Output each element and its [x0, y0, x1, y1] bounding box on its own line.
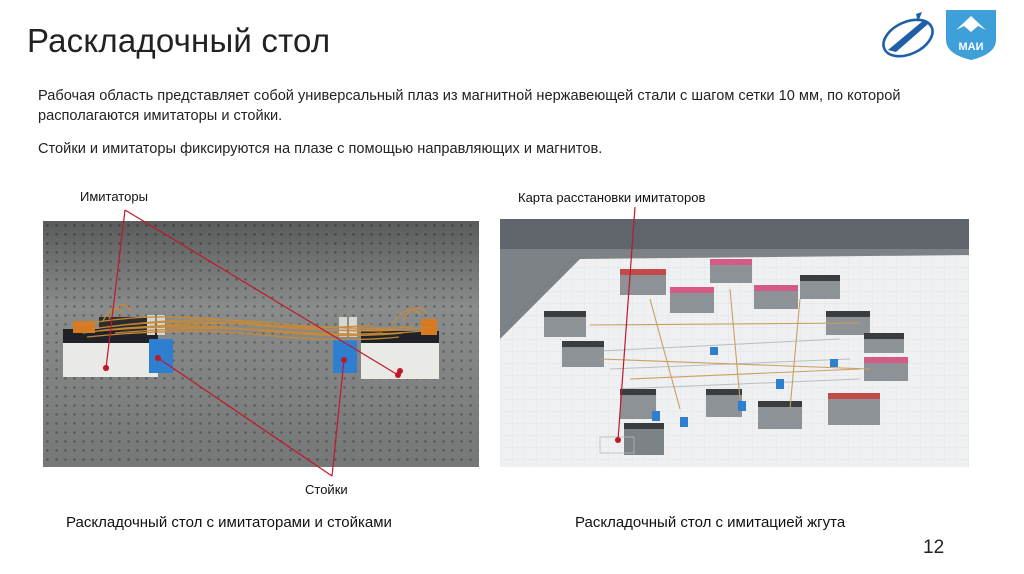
label-map: Карта расстановки имитаторов — [518, 190, 706, 205]
page-number: 12 — [923, 537, 945, 558]
aircraft-logo — [878, 12, 938, 62]
layout-table-photo — [43, 221, 479, 467]
caption-left: Раскладочный стол с имитаторами и стойками — [66, 514, 392, 531]
label-stands: Стойки — [305, 482, 348, 497]
harness-table-photo — [500, 219, 969, 467]
slide-title: Раскладочный стол — [27, 22, 331, 59]
intro-paragraph: Рабочая область представляет собой универсальный плаз из магнитной нержавеющей стали с шагом сетки 10 мм, по которой располагаются имитаторы и стойки. — [38, 88, 901, 124]
mai-logo — [946, 10, 996, 60]
mai-logo-text: МАИ — [958, 41, 984, 53]
label-imitators: Имитаторы — [80, 189, 148, 204]
caption-right: Раскладочный стол с имитацией жгута — [575, 514, 846, 531]
fixing-paragraph: Стойки и имитаторы фиксируются на плазе с помощью направляющих и магнитов. — [38, 141, 603, 157]
logos — [878, 6, 998, 62]
